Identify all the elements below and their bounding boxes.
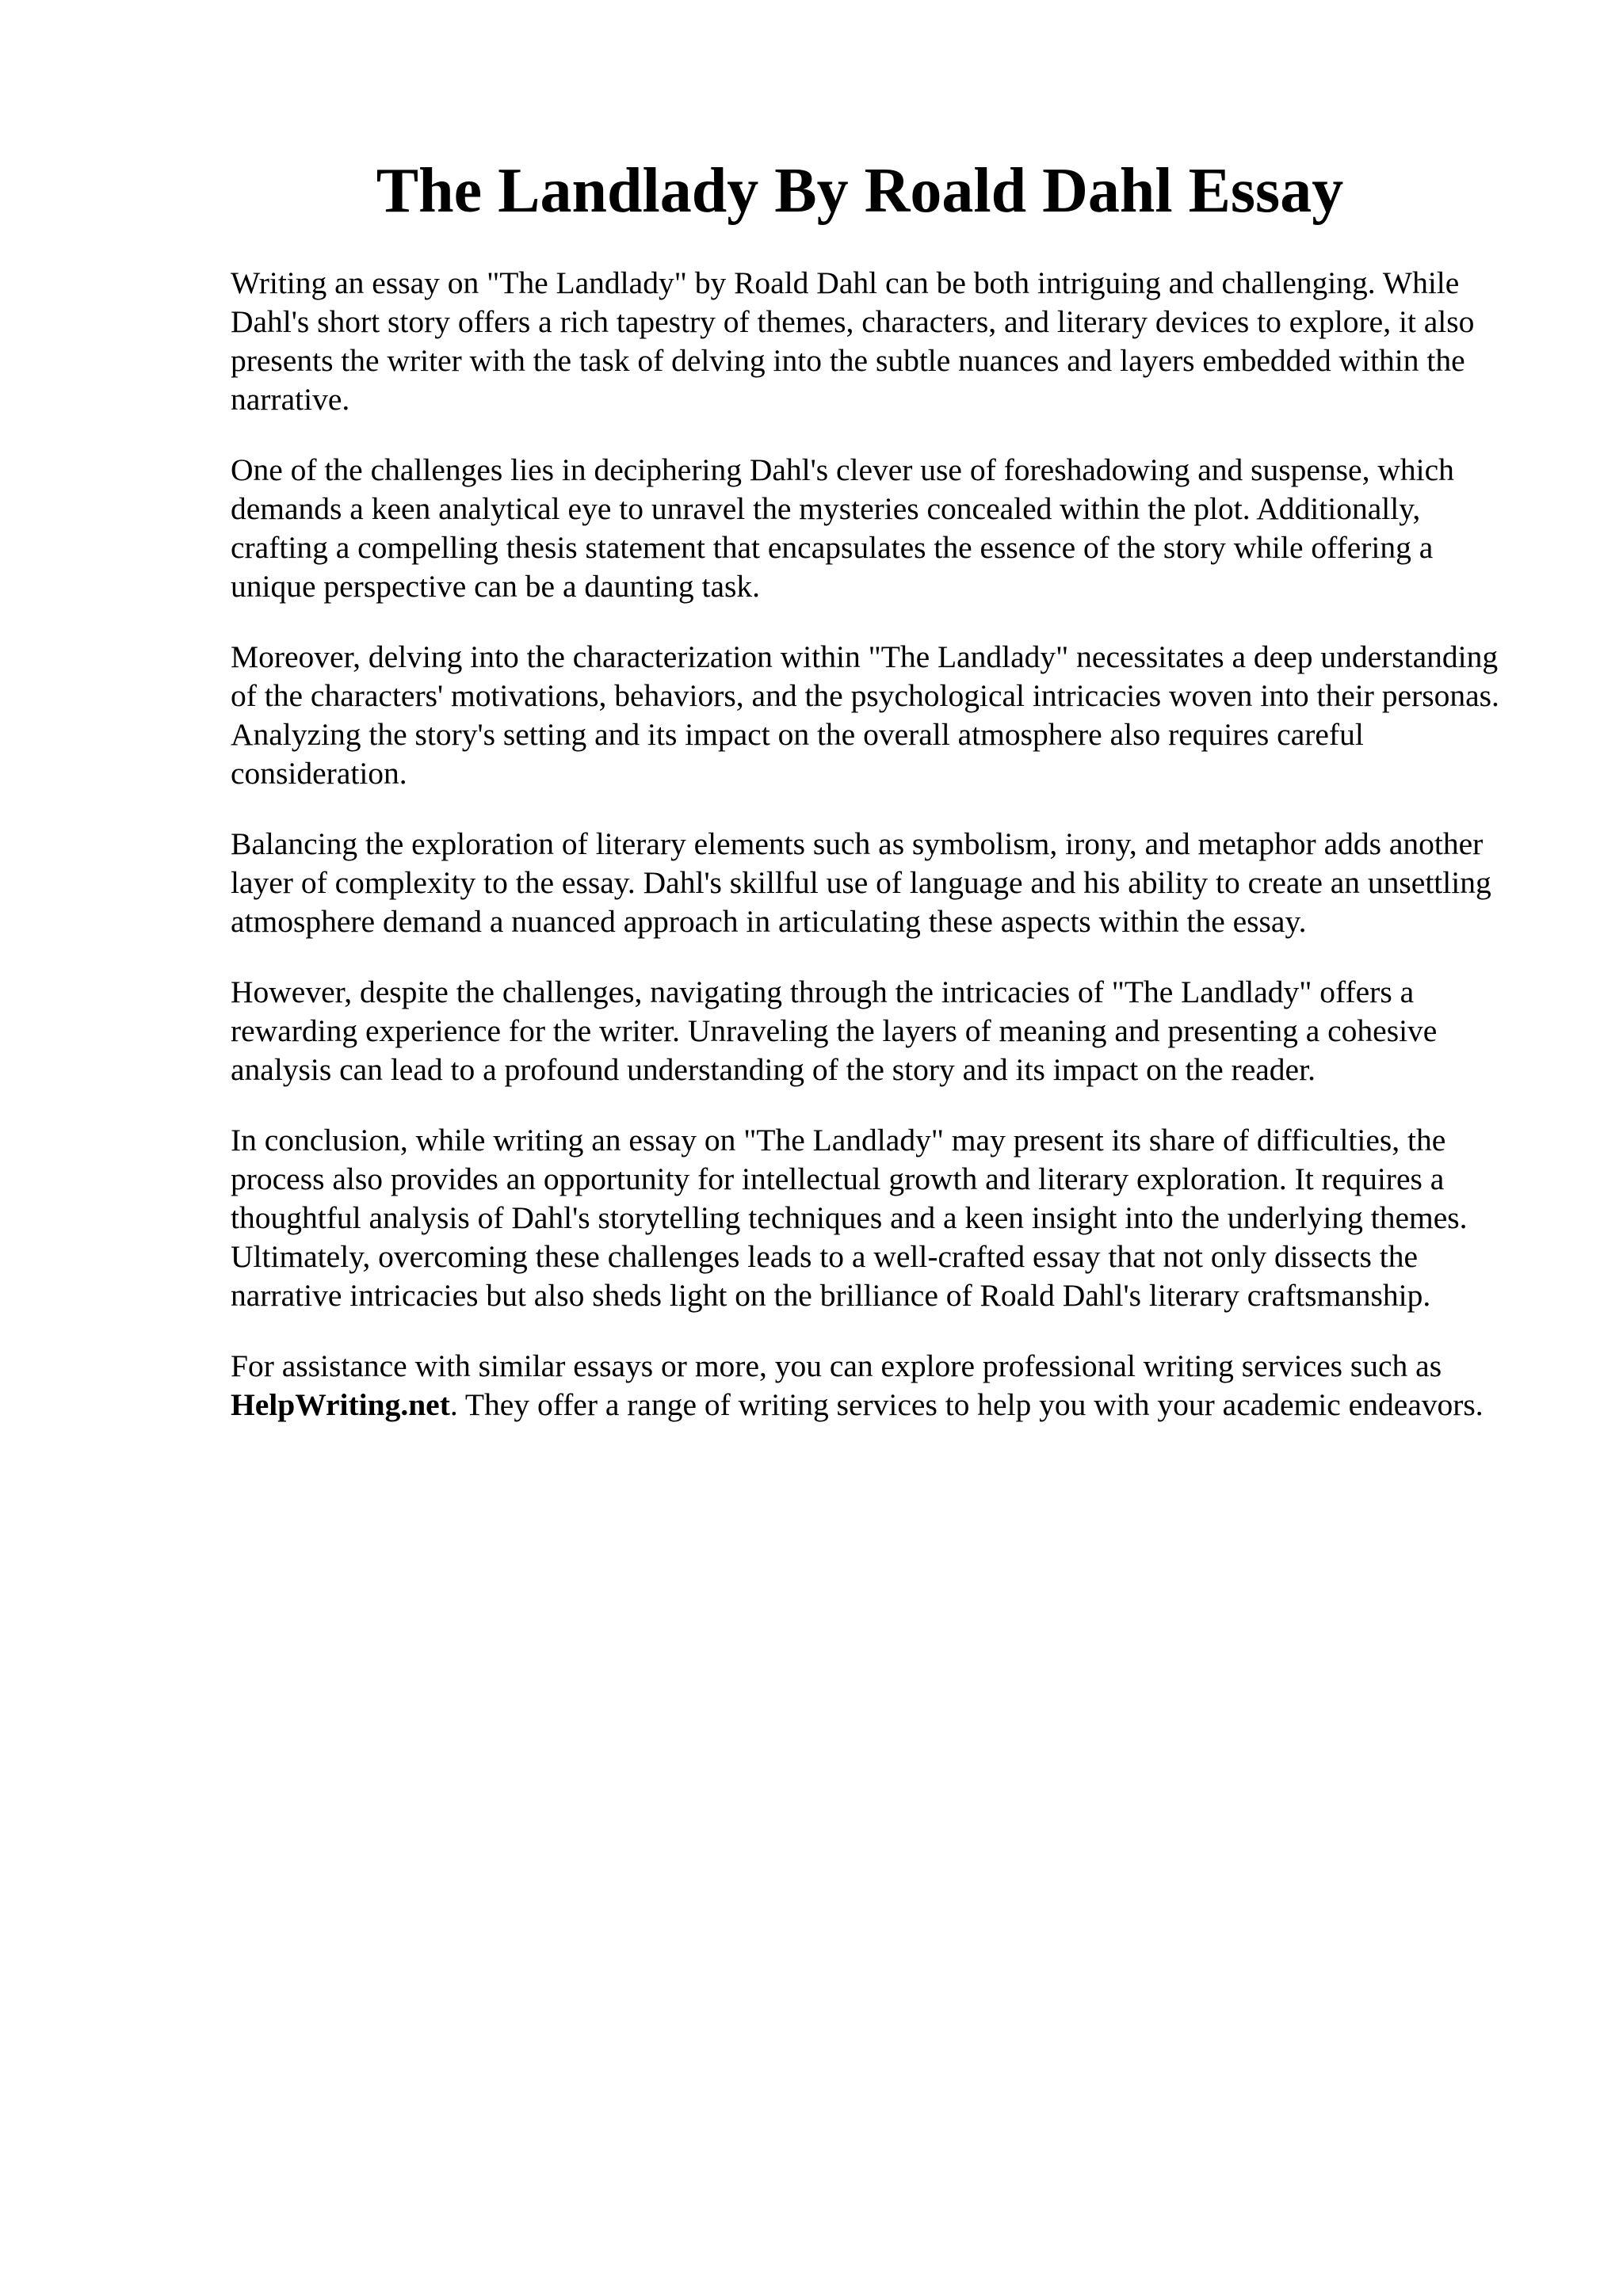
paragraph-intro: Writing an essay on "The Landlady" by Roald Dahl can be both intriguing and challenging. While Dahl's short story offers a rich tapestry of themes, characters, and literary devices to explore, it also presents the writer with the task of delving into the subtle nuances and layers embedded within the narrative.: [231, 265, 1475, 417]
paragraph-foreshadowing: One of the challenges lies in deciphering Dahl's clever use of foreshadowing and suspense, which demands a keen analytical eye to unravel the mysteries concealed within the plot. Additionally, crafting a compelling thesis statement that encapsulates the essence of the story while offering a unique perspective can be a daunting task.: [231, 452, 1454, 604]
essay-body: [231, 264, 1514, 1456]
paragraph-characterization: Moreover, delving into the characterization within "The Landlady" necessitates a deep understanding of the characters' motivations, behaviors, and the psychological intricacies woven into their personas. Analyzing the story's setting and its impact on the overall atmosphere also requires careful consideration.: [231, 639, 1499, 791]
paragraph-rewarding-experience: However, despite the challenges, navigating through the intricacies of "The Landlady" offers a rewarding experience for the writer. Unraveling the layers of meaning and presenting a cohesive analysis can lead to a profound understanding of the story and its impact on the reader.: [231, 974, 1438, 1087]
paragraph-closing: [231, 1347, 1514, 1425]
page-title: The Landlady By Roald Dahl Essay: [376, 156, 1344, 226]
brand-name: HelpWriting.net: [231, 1387, 450, 1422]
closing-text-after: . They offer a range of writing services to help you with your academic endeavors.: [449, 1387, 1484, 1422]
closing-text-before: For assistance with similar essays or more, you can explore professional writing services such as: [231, 1348, 1442, 1383]
paragraph-literary-elements: Balancing the exploration of literary elements such as symbolism, irony, and metaphor adds another layer of complexity to the essay. Dahl's skillful use of language and his ability to create an unsettling atmosphere demand a nuanced approach in articulating these aspects within the essay.: [231, 826, 1491, 939]
paragraph-conclusion: In conclusion, while writing an essay on "The Landlady" may present its share of difficulties, the process also provides an opportunity for intellectual growth and literary exploration. It requires a thoughtful analysis of Dahl's storytelling techniques and a keen insight into the underlying themes. Ultimately, overcoming these challenges leads to a well-crafted essay that not only dissects the narrative intricacies but also sheds light on the brilliance of Roald Dahl's literary craftsmanship.: [231, 1123, 1468, 1313]
